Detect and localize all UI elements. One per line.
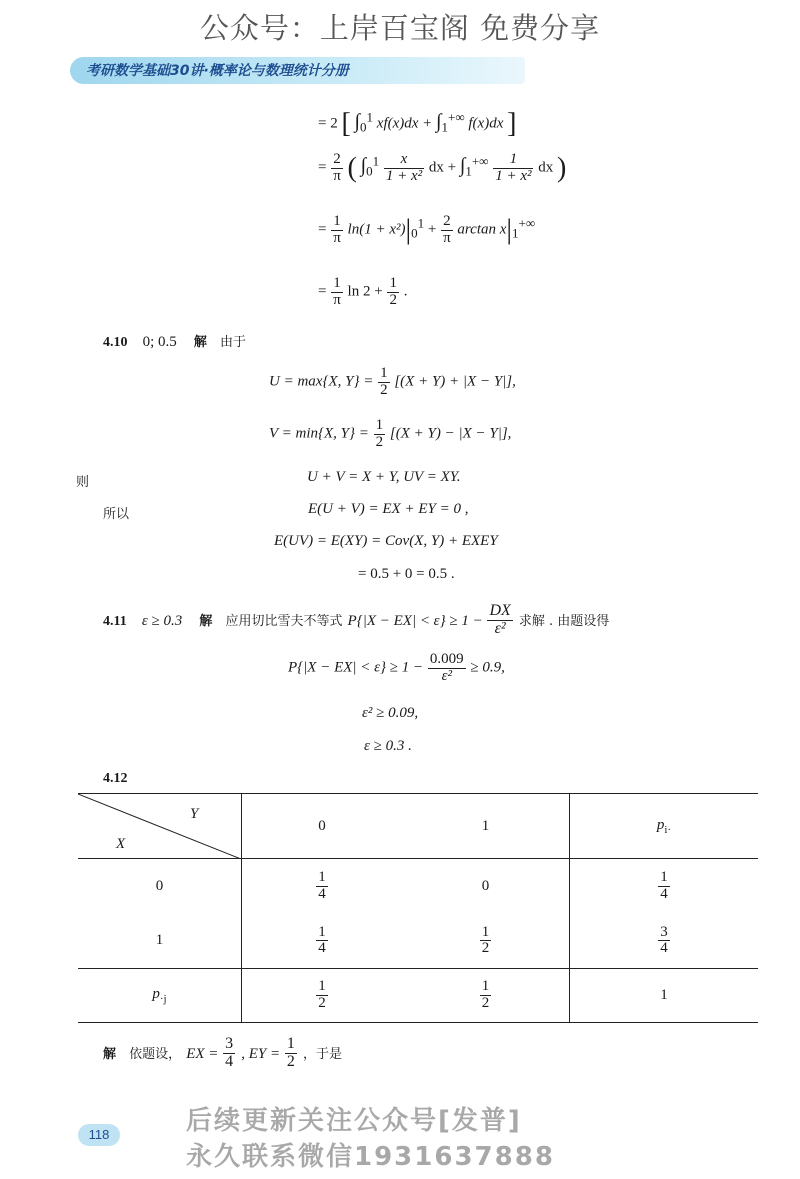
v-definition: V = min{X, Y} = $\frac{1}{2}$ [(X + Y) − |X − Y|], [269, 417, 512, 450]
problem-4-12-heading: 4.12 [103, 771, 128, 786]
cell: $\frac{1}{2}$ [318, 978, 326, 1011]
joint-distribution-table [78, 793, 758, 1023]
epsilon-squared: ε² ≥ 0.09, [362, 705, 419, 721]
book-title: 考研数学基础30讲·概率论与数理统计分册 [86, 63, 349, 79]
cell: $\frac{1}{2}$ [481, 978, 490, 1011]
col-header-pi: $p_{i\cdot}$ [570, 794, 759, 859]
epsilon-result: ε ≥ 0.3 . [364, 738, 412, 754]
row-label-pj: $p_{\cdot j}$ [78, 969, 242, 1023]
top-watermark: 公众号：上岸百宝阁 免费分享 [199, 11, 601, 45]
table-row [78, 914, 758, 969]
table-row [78, 969, 758, 1023]
row-label-1: 1 [78, 914, 242, 969]
label-suoyi: 所以 [103, 507, 130, 522]
uv-relation: U + V = X + Y, UV = XY. [307, 469, 461, 485]
col-header-0: 0 [242, 794, 403, 859]
label-ze: 则 [76, 475, 90, 490]
footer-watermark-line-1: 后续更新关注公众号[发普] [186, 1106, 522, 1136]
equation-line-1: = 2 [ $\int_0^1$ $xf(x)dx + \int_1^{+\infty}$ f(x)dx ] [318, 108, 517, 139]
cell: 0 [481, 877, 490, 894]
corner-label-x: X [116, 836, 126, 852]
equation-line-4: = $\frac{1}{\pi}$ ln 2 + $\frac{1}{2}$ . [318, 275, 408, 308]
expectation-sum: E(U + V) = EX + EY = 0 , [308, 501, 469, 517]
cell: $\frac{1}{4}$ [318, 869, 326, 902]
chebyshev-bound: P{|X − EX| < ε} ≥ 1 − $\frac{0.009}{\text{ε²}}$ ≥ 0.9, [288, 651, 505, 684]
table-row [78, 859, 758, 914]
cell: $\frac{1}{4}$ [570, 859, 759, 914]
cell: $\frac{1}{4}$ [318, 923, 326, 957]
cell: 1 [570, 969, 759, 1023]
row-label-0: 0 [78, 859, 242, 914]
expectation-product: E(UV) = E(XY) = Cov(X, Y) + EXEY [274, 533, 498, 549]
corner-label-y: Y [190, 806, 199, 822]
equation-line-3: = $\frac{1}{\pi}$ $\ln(1 + x^2)|_0^1$ + $\frac{2}{\pi}$ $\arctan x|_1^{+\infty}$ [318, 213, 536, 246]
footer-watermark-line-2: 永久联系微信1931637888 [186, 1142, 555, 1172]
table-corner-cell [78, 794, 242, 859]
table-corner-diagonal [78, 794, 241, 859]
cell: $\frac{3}{4}$ [570, 914, 759, 969]
equation-line-2: = $\frac{2}{\pi}$ ( $\int_0^1$ $\frac{x}{\text{1 + x²}}$ dx + $\int_1^{+\infty}$ $\frac{1}{\text{1 + x²}}$ dx ) [318, 151, 567, 184]
problem-4-11-heading: 4.11 ε ≥ 0.3 解 应用切比雪夫不等式 P{|X − EX| < ε} ≥ 1 − $\frac{DX}{\text{ε²}}$ 求解 . 由题设得 [103, 602, 610, 637]
expectation-result: = 0.5 + 0 = 0.5 . [358, 566, 455, 582]
problem-4-10-heading: 4.10 0; 0.5 解 由于 [103, 334, 246, 350]
page-number: 118 [78, 1124, 120, 1146]
u-definition: U = max{X, Y} = $\frac{1}{2}$ [(X + Y) + |X − Y|], [269, 365, 516, 398]
problem-4-12-solution: 解 依题设， EX = $\frac{3}{4}$ , EY = $\frac{1}{2}$ ，于是 [103, 1035, 343, 1070]
col-header-1: 1 [402, 794, 570, 859]
cell: $\frac{1}{2}$ [481, 923, 490, 957]
